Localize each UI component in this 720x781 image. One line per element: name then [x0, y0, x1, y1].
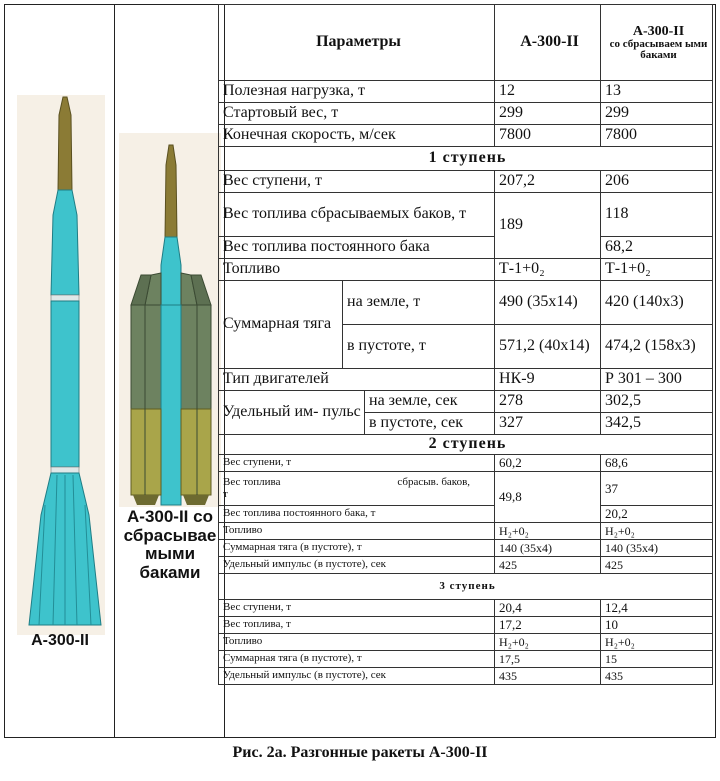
row-label: Стартовый вес, т [219, 103, 495, 125]
row-label: Полезная нагрузка, т [219, 81, 495, 103]
cell-b: 299 [601, 103, 713, 125]
header-params: Параметры [219, 5, 495, 81]
rocket-b-column [115, 5, 225, 737]
cell-b: 420 (140x3) [601, 281, 713, 325]
thrust-label: Суммарная тяга [219, 281, 343, 369]
row-label: Вес топлива постоянного бака [219, 237, 495, 259]
cell-a: 299 [495, 103, 601, 125]
row-label: Топливо [219, 259, 495, 281]
cell-a: 490 (35x14) [495, 281, 601, 325]
row-label: в пустоте, сек [365, 413, 495, 435]
cell-b: 118 [601, 193, 713, 237]
cell-a: 140 (35x4) [495, 540, 601, 557]
cell-a: 17,2 [495, 617, 601, 634]
cell-b: 342,5 [601, 413, 713, 435]
cell-a: 12 [495, 81, 601, 103]
cell-b: 20,2 [601, 506, 713, 523]
row-label: Вес топлива постоянного бака, т [219, 506, 495, 523]
cell-b: 10 [601, 617, 713, 634]
cell-a: 207,2 [495, 171, 601, 193]
row-label: Суммарная тяга (в пустоте), т [219, 540, 495, 557]
cell-a: 571,2 (40x14) [495, 325, 601, 369]
row-label: Удельный импульс (в пустоте), сек [219, 557, 495, 574]
row-label: Вес топлива сбрасыв. баков, т [219, 472, 495, 506]
cell-b: 302,5 [601, 391, 713, 413]
rocket-a-300-ii-illustration [5, 5, 115, 739]
row-label: в пустоте, т [343, 325, 495, 369]
cell-a: 327 [495, 413, 601, 435]
cell-a: 49,8 [495, 472, 601, 523]
cell-b: H₂+0₂ [601, 523, 713, 540]
cell-a: H₂+0₂ [495, 634, 601, 651]
parameters-table [218, 4, 712, 685]
row-label: Вес топлива сбрасываемых баков, т [219, 193, 495, 237]
rocket-a-300-ii-drop-tanks-illustration [115, 5, 225, 739]
row-label: Суммарная тяга (в пустоте), т [219, 651, 495, 668]
cell-b: 13 [601, 81, 713, 103]
row-label: Вес ступени, т [219, 171, 495, 193]
header-col-b: А-300-II со сбрасываем ыми баками [601, 5, 713, 81]
cell-a: Т-1+0₂ [495, 259, 601, 281]
cell-b: 140 (35x4) [601, 540, 713, 557]
row-label: на земле, т [343, 281, 495, 325]
cell-a: 425 [495, 557, 601, 574]
row-label: Топливо [219, 634, 495, 651]
cell-b: Р 301 – 300 [601, 369, 713, 391]
stage3-title: 3 ступень [219, 574, 713, 600]
figure-caption: Рис. 2а. Разгонные ракеты А-300-II [232, 744, 488, 761]
row-label: Вес топлива, т [219, 617, 495, 634]
cell-a: НК-9 [495, 369, 601, 391]
row-label: Тип двигателей [219, 369, 495, 391]
cell-b: 7800 [601, 125, 713, 147]
row-label: Вес ступени, т [219, 455, 495, 472]
cell-b: 68,6 [601, 455, 713, 472]
row-label: на земле, сек [365, 391, 495, 413]
cell-a: 20,4 [495, 600, 601, 617]
cell-b: 425 [601, 557, 713, 574]
cell-b: 15 [601, 651, 713, 668]
rocket-a-column [5, 5, 115, 737]
header-col-a: А-300-II [495, 5, 601, 81]
rocket-b-label: А-300-II со сбрасывае мыми баками [123, 507, 217, 583]
cell-a: H₂+0₂ [495, 523, 601, 540]
cell-a: 60,2 [495, 455, 601, 472]
cell-b: 435 [601, 668, 713, 685]
cell-a: 7800 [495, 125, 601, 147]
row-label: Топливо [219, 523, 495, 540]
cell-a: 17,5 [495, 651, 601, 668]
row-label: Конечная скорость, м/сек [219, 125, 495, 147]
row-label: Удельный импульс (в пустоте), сек [219, 668, 495, 685]
cell-b: 12,4 [601, 600, 713, 617]
cell-a: 189 [495, 193, 601, 259]
cell-a: 435 [495, 668, 601, 685]
cell-b: H₂+0₂ [601, 634, 713, 651]
cell-b: 206 [601, 171, 713, 193]
rocket-a-label: А-300-II [31, 632, 89, 649]
cell-a: 278 [495, 391, 601, 413]
cell-b: 68,2 [601, 237, 713, 259]
row-label: Вес ступени, т [219, 600, 495, 617]
isp-label: Удельный им- пульс [219, 391, 365, 435]
cell-b: 474,2 (158x3) [601, 325, 713, 369]
cell-b: Т-1+0₂ [601, 259, 713, 281]
stage1-title: 1 ступень [219, 147, 713, 171]
cell-b: 37 [601, 472, 713, 506]
stage2-title: 2 ступень [219, 435, 713, 455]
